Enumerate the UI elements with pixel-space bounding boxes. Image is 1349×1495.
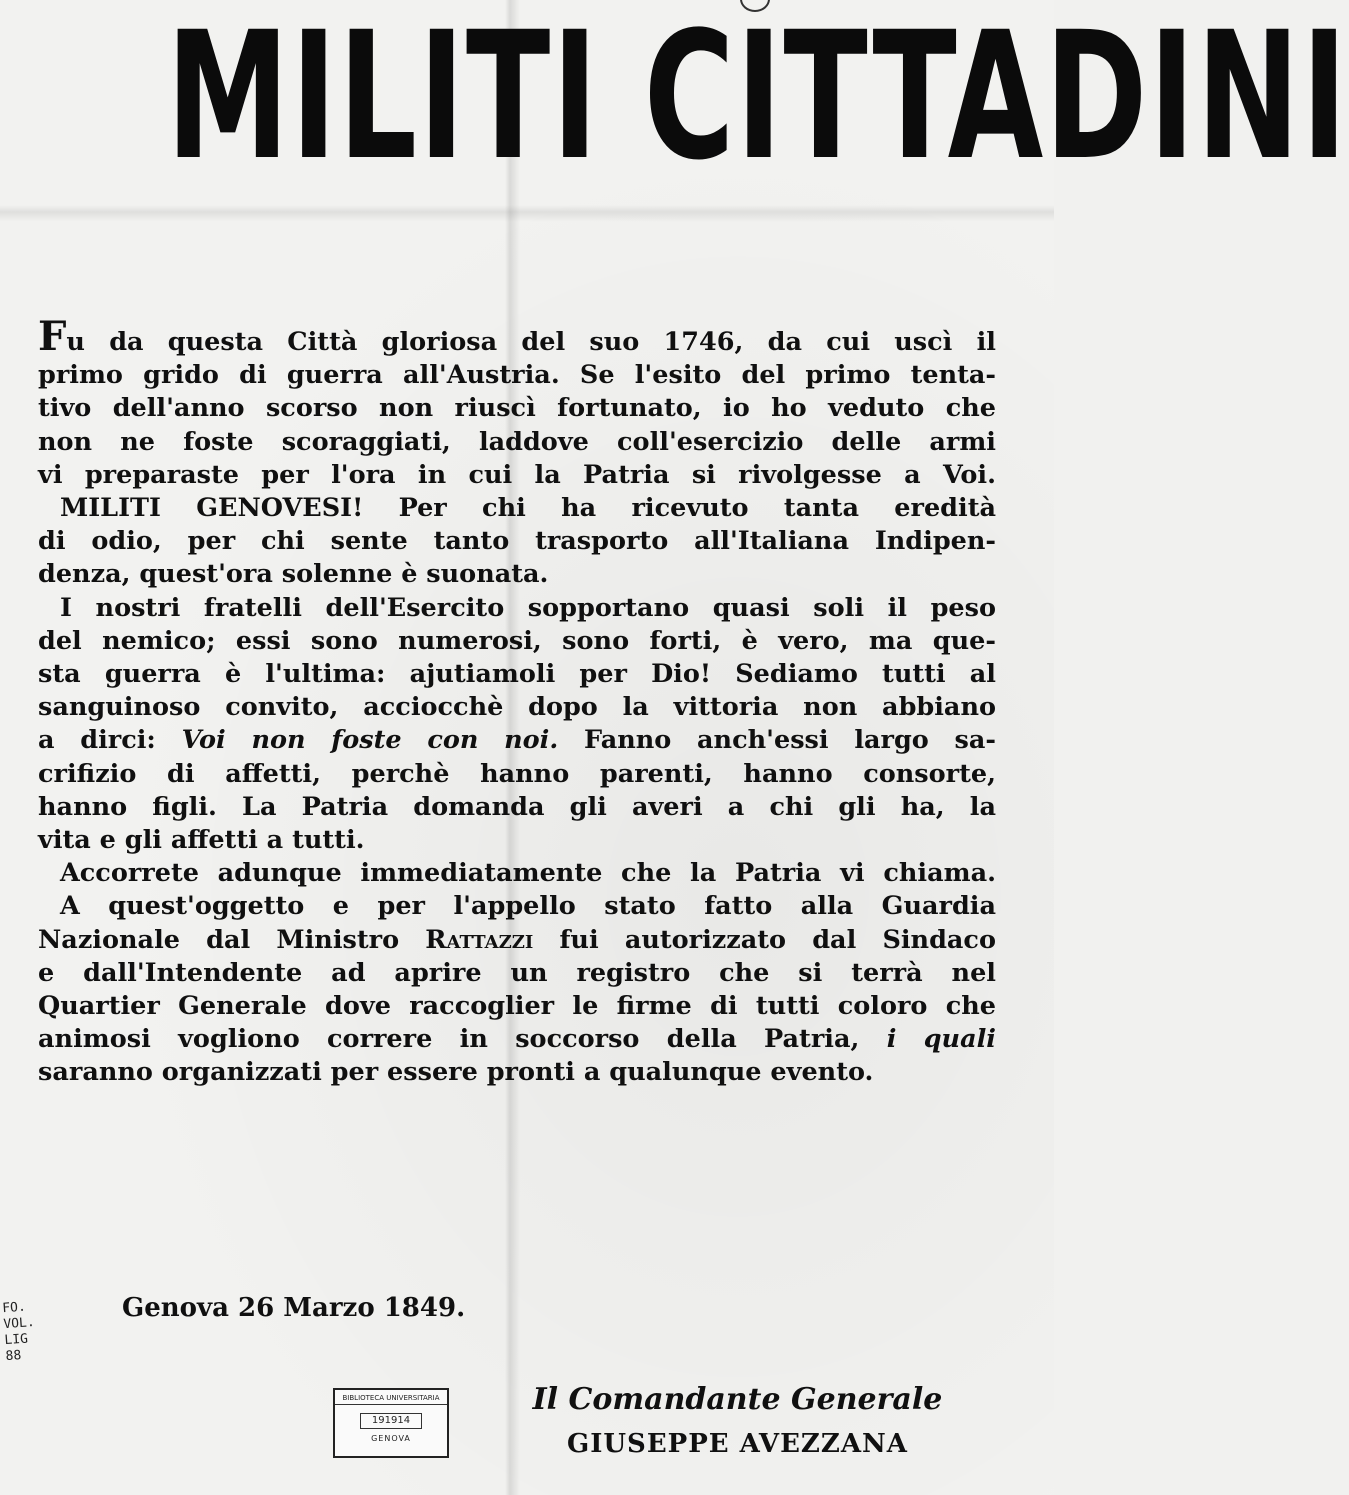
body-line: tivo dell'anno scorso non riuscì fortunato, io ho veduto che	[38, 393, 996, 424]
body-line: a dirci: Voi non foste con noi. Fanno anch'essi largo sa-	[38, 725, 996, 756]
date-line: Genova 26 Marzo 1849.	[122, 1293, 466, 1323]
body-line: del nemico; essi sono numerosi, sono forti, è vero, ma que-	[38, 625, 996, 656]
body-line: vi preparaste per l'ora in cui la Patria si rivolgesse a Voi.	[38, 459, 996, 490]
body-line: denza, quest'ora solenne è suonata.	[38, 559, 549, 590]
body-line: Nazionale dal Ministro Rattazzi fui autorizzato dal Sindaco	[38, 924, 996, 955]
body-line: di odio, per chi sente tanto trasporto all'Italiana Indipen-	[38, 526, 996, 557]
handwritten-shelfmark: FO. VOL. LIG 88	[1, 1299, 36, 1365]
body-line: Quartier Generale dove raccoglier le firme di tutti coloro che	[38, 991, 996, 1022]
body-line: non ne foste scoraggiati, laddove coll'esercizio delle armi	[38, 426, 996, 457]
body-line: MILITI GENOVESI! Per chi ha ricevuto tanta eredità	[60, 493, 996, 524]
drop-cap: F	[38, 313, 67, 360]
stamp-library-name: BIBLIOTECA UNIVERSITARIA	[335, 1390, 447, 1405]
proclamation-body	[38, 313, 996, 1090]
body-line: hanno figli. La Patria domanda gli averi a chi gli ha, la	[38, 791, 996, 822]
body-line: I nostri fratelli dell'Esercito sopportano quasi soli il peso	[60, 592, 996, 623]
minister-name: Rattazzi	[425, 924, 534, 955]
signature-block	[500, 1378, 975, 1466]
body-line: e dall'Intendente ad aprire un registro che si terrà nel	[38, 957, 996, 988]
body-line: Accorrete adunque immediatamente che la Patria vi chiama.	[60, 858, 996, 889]
body-line: Fu da questa Città gloriosa del suo 1746, da cui uscì il	[38, 313, 996, 360]
signature-role: Il Comandante Generale	[532, 1382, 943, 1417]
library-stamp	[333, 1388, 449, 1458]
page-title: MILITI CITTADINI	[166, 0, 1349, 199]
body-line: primo grido di guerra all'Austria. Se l'esito del primo tenta-	[38, 360, 996, 391]
body-line: crifizio di affetti, perchè hanno parenti, hanno consorte,	[38, 758, 996, 789]
body-line: A quest'oggetto e per l'appello stato fatto alla Guardia	[60, 891, 996, 922]
stamp-number: 191914	[360, 1413, 422, 1429]
body-line: sanguinoso convito, acciocchè dopo la vittoria non abbiano	[38, 692, 996, 723]
signature-name: GIUSEPPE AVEZZANA	[567, 1429, 908, 1459]
italic-phrase: Voi non foste con noi.	[181, 725, 559, 756]
body-line: vita e gli affetti a tutti.	[38, 825, 365, 856]
stamp-city: GENOVA	[371, 1434, 411, 1443]
body-line: sta guerra è l'ultima: ajutiamoli per Dio! Sediamo tutti al	[38, 659, 996, 690]
italic-phrase: i quali	[886, 1024, 996, 1055]
body-line: animosi vogliono correre in soccorso della Patria, i quali	[38, 1024, 996, 1055]
body-line: saranno organizzati per essere pronti a qualunque evento.	[38, 1057, 874, 1088]
